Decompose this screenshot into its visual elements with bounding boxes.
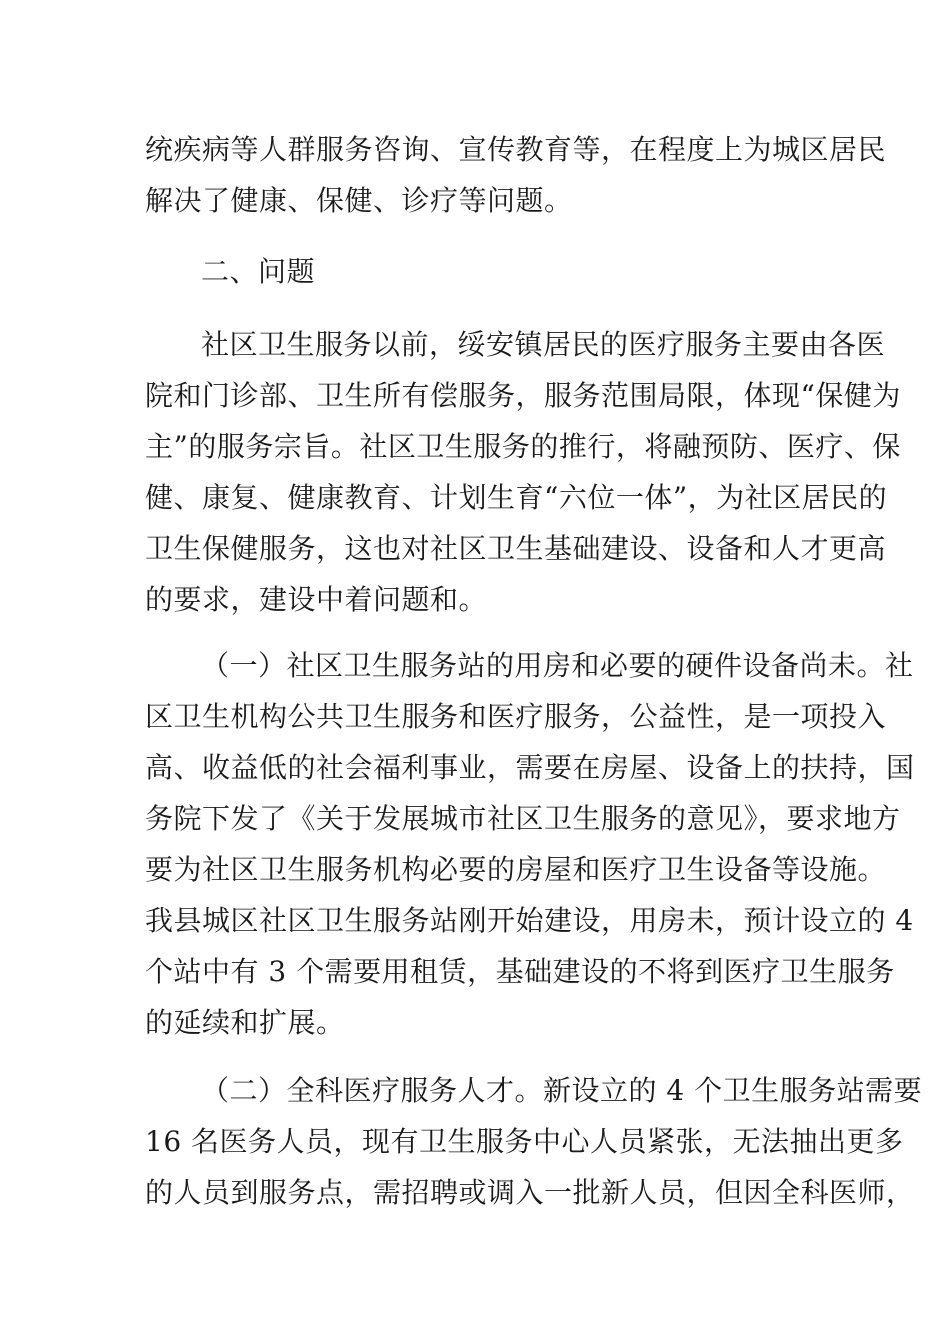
text-line: 主”的服务宗旨。社区卫生服务的推行，将融预防、医疗、保 — [145, 430, 901, 463]
text-line: 区卫生机构公共卫生服务和医疗服务，公益性，是一项投入 — [145, 700, 887, 733]
text-line: 务院下发了《关于发展城市社区卫生服务的意见》，要求地方 — [145, 802, 901, 835]
paragraph-item-two — [145, 1065, 923, 1218]
text-line: 的人员到服务点，需招聘或调入一批新人员，但因全科医师， — [145, 1176, 915, 1209]
text-line: 统疾病等人群服务咨询、宣传教育等，在程度上为城区居民 — [145, 133, 887, 166]
text-line: （二）全科医疗服务人才。新设立的 4 个卫生服务站需要 — [201, 1074, 923, 1107]
paragraph-continuation — [145, 124, 887, 226]
paragraph-item-one — [145, 640, 915, 1048]
text-line: 个站中有 3 个需要用租赁，基础建设的不将到医疗卫生服务 — [145, 955, 895, 988]
text-line: 高、收益低的社会福利事业，需要在房屋、设备上的扶持，国 — [145, 751, 915, 784]
text-line: 我县城区社区卫生服务站刚开始建设，用房未，预计设立的 4 — [145, 904, 914, 937]
text-line: 院和门诊部、卫生所有偿服务，服务范围局限，体现“保健为 — [145, 379, 901, 412]
text-line: （一）社区卫生服务站的用房和必要的硬件设备尚未。社 — [201, 649, 914, 682]
text-line: 的要求，建设中着问题和。 — [145, 583, 488, 616]
text-line: 的延续和扩展。 — [145, 1006, 345, 1039]
text-line: 解决了健康、保健、诊疗等问题。 — [145, 184, 573, 217]
text-line: 要为社区卫生服务机构必要的房屋和医疗卫生设备等设施。 — [145, 853, 887, 886]
text-line: 16 名医务人员，现有卫生服务中心人员紧张，无法抽出更多 — [145, 1125, 904, 1158]
section-heading-block — [145, 246, 809, 297]
paragraph-problems-intro — [145, 319, 901, 625]
text-line: 卫生保健服务，这也对社区卫生基础建设、设备和人才更高 — [145, 532, 887, 565]
text-line: 社区卫生服务以前，绥安镇居民的医疗服务主要由各医 — [201, 328, 886, 361]
section-heading: 二、问题 — [201, 255, 316, 288]
text-line: 健、康复、健康教育、计划生育“六位一体”，为社区居民的 — [145, 481, 888, 514]
